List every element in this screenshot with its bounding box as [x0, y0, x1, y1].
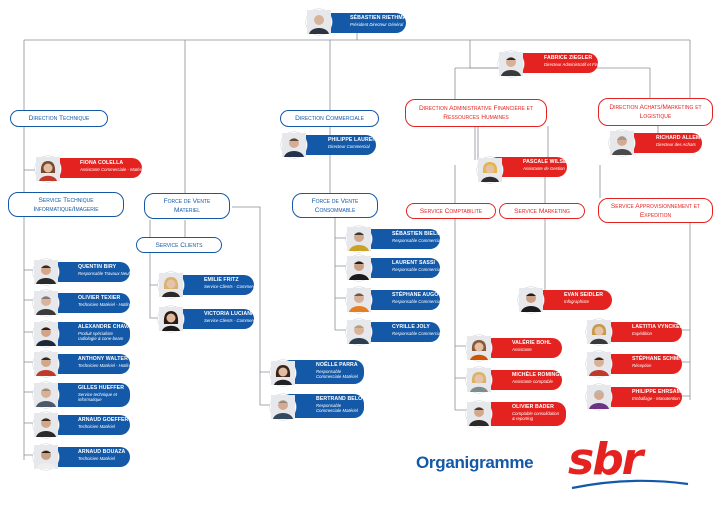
person-role: Technicien Matériel: [78, 455, 115, 461]
avatar: [477, 157, 503, 183]
avatar: [158, 272, 184, 298]
person-avatar-icon: [159, 307, 183, 331]
person-role: Responsable Commerciale Matériel: [316, 402, 358, 413]
person-avatar-icon: [34, 352, 58, 376]
avatar: [33, 290, 59, 316]
avatar: [466, 401, 492, 427]
person-role: Comptable consolidation & reporting: [512, 410, 560, 421]
dept-force-vente-consommable[interactable]: [292, 193, 378, 218]
person-role: Service technique et informatique: [78, 391, 117, 402]
person-role: Service Clients - Commercial: [204, 283, 260, 289]
avatar: [158, 306, 184, 332]
person-name: EMILIE FRITZ: [204, 277, 239, 283]
person-role: Technicien Matériel - Hotline: [78, 301, 133, 307]
person-name: FIONA COLELLA: [80, 160, 124, 166]
dept-label: Direction Commerciale: [295, 115, 364, 122]
dept-label: Service Comptabilite: [419, 207, 483, 215]
person-role: Assistante comptable: [512, 378, 553, 384]
person-role: Directeur Administratif et Financier: [544, 61, 610, 67]
person-name: QUENTIN BIRY: [78, 264, 117, 270]
avatar: [33, 444, 59, 470]
person-avatar-icon: [587, 320, 611, 344]
person-avatar-icon: [34, 383, 58, 407]
person-name: RICHARD ALLEMANN: [656, 135, 712, 141]
person-avatar-icon: [34, 260, 58, 284]
dept-label: Direction Administrative Financière et Ressources Humaines: [418, 105, 534, 121]
person-avatar-icon: [478, 158, 502, 182]
person-name: STÉPHANE AUGOYARD: [392, 292, 453, 298]
dept-label: Service Clients: [155, 241, 203, 249]
person-name: ALEXANDRE CHAVANNE: [78, 324, 143, 330]
person-name: CYRILLE JOLY: [392, 324, 430, 330]
person-avatar-icon: [159, 273, 183, 297]
person-avatar-icon: [347, 288, 371, 312]
person-avatar-icon: [34, 413, 58, 437]
person-avatar-icon: [347, 227, 371, 251]
avatar: [306, 9, 332, 35]
person-name: PHILIPPE EHRSAM: [632, 389, 682, 395]
dept-direction-achats[interactable]: [598, 98, 713, 126]
person-name: MICHÈLE ROMINGER: [512, 372, 567, 378]
person-role: Président Directeur Général: [350, 21, 404, 27]
person-avatar-icon: [610, 131, 634, 155]
person-avatar-icon: [282, 133, 306, 157]
person-name: OLIVIER BADER: [512, 404, 554, 410]
dept-label: Service Technique Informatique/Imagerie: [33, 196, 99, 213]
person-name: VALÉRIE BOHL: [512, 340, 552, 346]
avatar: [498, 51, 524, 77]
person-avatar-icon: [499, 52, 523, 76]
dept-force-vente-materiel[interactable]: [144, 193, 230, 219]
avatar: [346, 226, 372, 252]
avatar: [586, 319, 612, 345]
dept-label: Force de Vente Consommable: [311, 197, 359, 214]
person-role: Responsable Commercial: [392, 237, 442, 243]
dept-direction-commerciale[interactable]: [280, 110, 379, 127]
person-role: Expédition: [632, 330, 653, 336]
person-role: Emballage - Manutention: [632, 395, 680, 401]
dept-service-marketing[interactable]: [499, 203, 585, 219]
person-name: PASCALE WILSER: [523, 159, 571, 165]
person-avatar-icon: [347, 256, 371, 280]
person-avatar-icon: [307, 10, 331, 34]
dept-label: Service Approvisionnement et Expedition: [610, 202, 701, 219]
person-role: Responsable Travaux Neufs: [78, 270, 132, 276]
person-name: BERTRAND BELOT: [316, 396, 366, 402]
person-role: Assistante: [512, 346, 532, 352]
person-role: Assistante Commerciale - Matériel: [80, 166, 146, 172]
person-avatar-icon: [271, 361, 295, 385]
person-role: Infographiste: [564, 298, 589, 304]
dept-service-approvisionnement[interactable]: [598, 198, 713, 223]
person-role: Assistante de Gestion: [523, 165, 565, 171]
avatar: [281, 132, 307, 158]
dept-label: Direction Achats/Marketing et Logistique: [609, 104, 702, 120]
person-avatar-icon: [347, 320, 371, 344]
avatar: [346, 287, 372, 313]
organigramme-title: Organigramme: [416, 453, 534, 472]
person-avatar-icon: [34, 291, 58, 315]
person-name: OLIVIER TEXIER: [78, 295, 121, 301]
avatar: [609, 130, 635, 156]
dept-service-clients[interactable]: [136, 237, 222, 253]
person-avatar-icon: [34, 445, 58, 469]
person-role: Réception: [632, 362, 652, 368]
person-role: Service Clients - Commercial: [204, 317, 260, 323]
person-avatar-icon: [467, 368, 491, 392]
avatar: [33, 321, 59, 347]
person-name: SÉBASTIEN BIELMANN: [392, 231, 453, 237]
person-role: Responsable Commercial: [392, 266, 442, 272]
person-avatar-icon: [519, 288, 543, 312]
avatar: [346, 319, 372, 345]
person-name: VICTORIA LUCIANI: [204, 311, 253, 317]
avatar: [33, 412, 59, 438]
person-avatar-icon: [467, 336, 491, 360]
person-name: SÉBASTIEN RIETHMANN: [350, 15, 415, 21]
person-name: EVAN SEIDLER: [564, 292, 604, 298]
person-avatar-icon: [34, 322, 58, 346]
sbr-logo: sbr: [568, 434, 642, 485]
person-avatar-icon: [587, 385, 611, 409]
person-name: PHILIPPE LAURENT: [328, 137, 380, 143]
avatar: [270, 394, 296, 420]
person-role: Technicien Matériel - Hotline: [78, 362, 133, 368]
person-name: FABRICE ZIEGLER: [544, 55, 593, 61]
dept-label: Service Marketing: [514, 207, 570, 215]
person-name: GILLES HUEFFER: [78, 385, 125, 391]
person-role: Responsable Commerciale Matériel: [316, 368, 358, 379]
person-name: ANTHONY WALTER: [78, 356, 128, 362]
dept-direction-technique[interactable]: [10, 110, 108, 127]
dept-service-informatique[interactable]: [8, 192, 124, 217]
person-role: Responsable Commercial: [392, 330, 442, 336]
person-name: NOËLLE PARRA: [316, 362, 358, 368]
avatar: [35, 156, 61, 182]
person-name: ARNAUD BOUAZA: [78, 449, 126, 455]
dept-direction-administrative[interactable]: [405, 99, 547, 127]
person-name: STÉPHANE SCHMITT: [632, 356, 687, 362]
person-role: Directeur Commercial: [328, 143, 370, 149]
dept-service-comptabilite[interactable]: [406, 203, 496, 219]
person-name: LAETITIA VYNCKER: [632, 324, 684, 330]
person-name: LAURENT SASSI: [392, 260, 436, 266]
logo-swoosh-icon: [570, 478, 690, 492]
avatar: [33, 259, 59, 285]
dept-label: Force de Vente Materiel: [163, 198, 211, 214]
avatar: [586, 351, 612, 377]
person-role: Technicien Matériel: [78, 423, 115, 429]
avatar: [33, 382, 59, 408]
person-avatar-icon: [36, 157, 60, 181]
avatar: [346, 255, 372, 281]
person-role: Produit spécialiste radiologie & cone-beam: [78, 330, 124, 341]
person-avatar-icon: [587, 352, 611, 376]
person-role: Responsable Commercial: [392, 298, 442, 304]
person-name: ARNAUD GOEFFERT: [78, 417, 132, 423]
person-avatar-icon: [467, 402, 491, 426]
person-role: Directeur des Achats: [656, 141, 696, 147]
avatar: [466, 367, 492, 393]
avatar: [518, 287, 544, 313]
person-avatar-icon: [271, 395, 295, 419]
avatar: [33, 351, 59, 377]
avatar: [466, 335, 492, 361]
avatar: [586, 384, 612, 410]
dept-label: Direction Technique: [28, 115, 90, 122]
avatar: [270, 360, 296, 386]
